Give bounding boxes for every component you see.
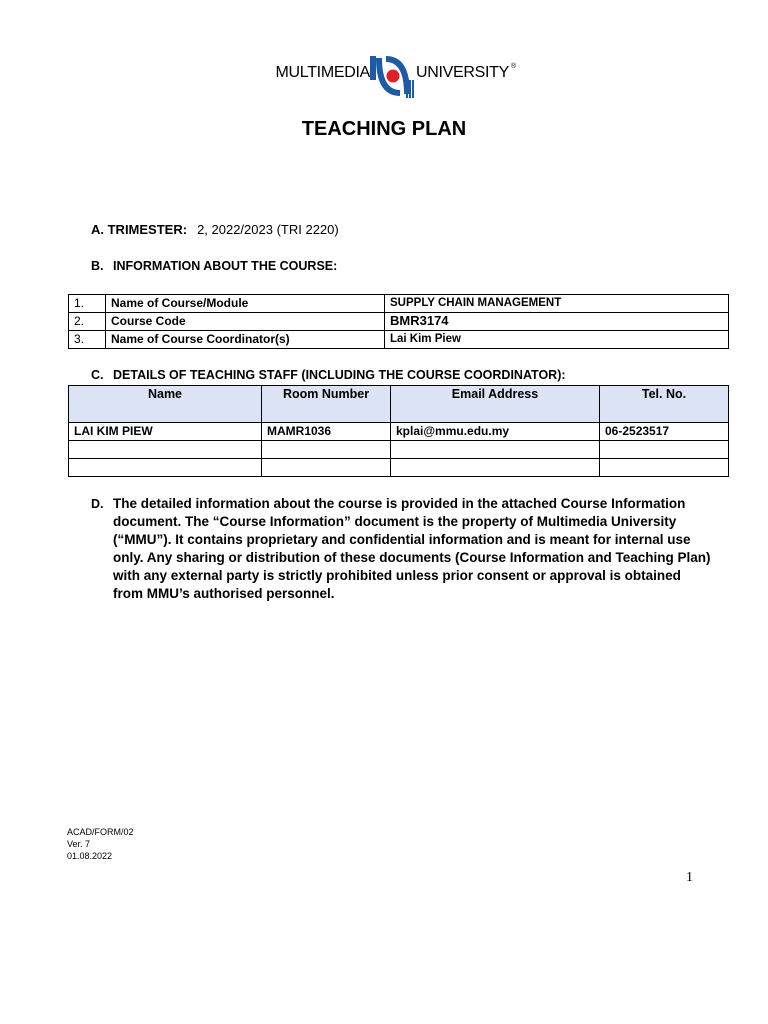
logo-text-right: UNIVERSITY ® [416,62,516,81]
row-number: 3. [69,331,106,349]
table-row [69,423,729,441]
form-code: ACAD/FORM/02 [67,827,134,837]
staff-room-cell: MAMR1036 [262,423,391,441]
staff-tel-cell [600,441,729,459]
column-header-name: Name [69,386,262,423]
staff-name-cell [69,459,262,477]
column-header-email: Email Address [391,386,600,423]
page-title: TEACHING PLAN [301,118,467,140]
staff-name-cell [69,441,262,459]
table-row [69,295,729,313]
table-row [69,331,729,349]
course-code-value: BMR3174 [385,313,729,331]
row-number: 2. [69,313,106,331]
table-row [69,313,729,331]
page-number: 1 [686,870,693,885]
row-label: Course Code [106,313,385,331]
table-header-row [69,386,729,423]
confidentiality-notice [91,495,711,603]
form-footer [67,826,134,862]
trimester-value: 2, 2022/2023 (TRI 2220) [197,222,339,237]
row-number: 1. [69,295,106,313]
form-version: Ver. 7 [67,839,91,849]
column-header-tel: Tel. No. [600,386,729,423]
staff-section-heading [91,368,566,382]
section-letter: C. [91,368,104,382]
section-title: DETAILS OF TEACHING STAFF (INCLUDING THE COURSE COORDINATOR): [113,368,566,382]
course-section-heading [91,259,337,273]
form-date: 01.08.2022 [67,851,113,861]
coordinator-value: Lai Kim Piew [385,331,729,349]
section-letter: D. [91,497,104,511]
staff-email-cell: kplai@mmu.edu.my [391,423,600,441]
staff-room-cell [262,459,391,477]
logo-text-left: MULTIMEDIA [275,64,370,81]
column-header-room: Room Number [262,386,391,423]
staff-room-cell [262,441,391,459]
table-row [69,441,729,459]
row-label: Name of Course Coordinator(s) [106,331,385,349]
notice-text: The detailed information about the course is provided in the attached Course Information document. The “Course Information” document is the property of Multimedia University (“MMU”). It contains proprietary and confidential information and is meant for internal use only. Any sharing or distribution of these documents (Course Information and Teaching Plan) with any external party is strictly prohibited unless prior consent or approval is obtained from MMU’s authorised personnel. [113,496,711,601]
staff-name-cell: LAI KIM PIEW [69,423,262,441]
mmu-logo-mark-icon [370,52,416,100]
trimester-label: A. TRIMESTER: [91,222,188,237]
staff-tel-cell [600,459,729,477]
staff-email-cell [391,441,600,459]
course-info-table [68,294,729,349]
row-label: Name of Course/Module [106,295,385,313]
university-logo [0,52,768,102]
teaching-staff-table [68,385,729,477]
course-name-value: SUPPLY CHAIN MANAGEMENT [385,295,729,313]
trimester-line [91,222,339,237]
section-letter: B. [91,259,104,273]
staff-email-cell [391,459,600,477]
staff-tel-cell: 06-2523517 [600,423,729,441]
registered-mark: ® [511,62,516,70]
section-title: INFORMATION ABOUT THE COURSE: [113,259,338,273]
table-row [69,459,729,477]
